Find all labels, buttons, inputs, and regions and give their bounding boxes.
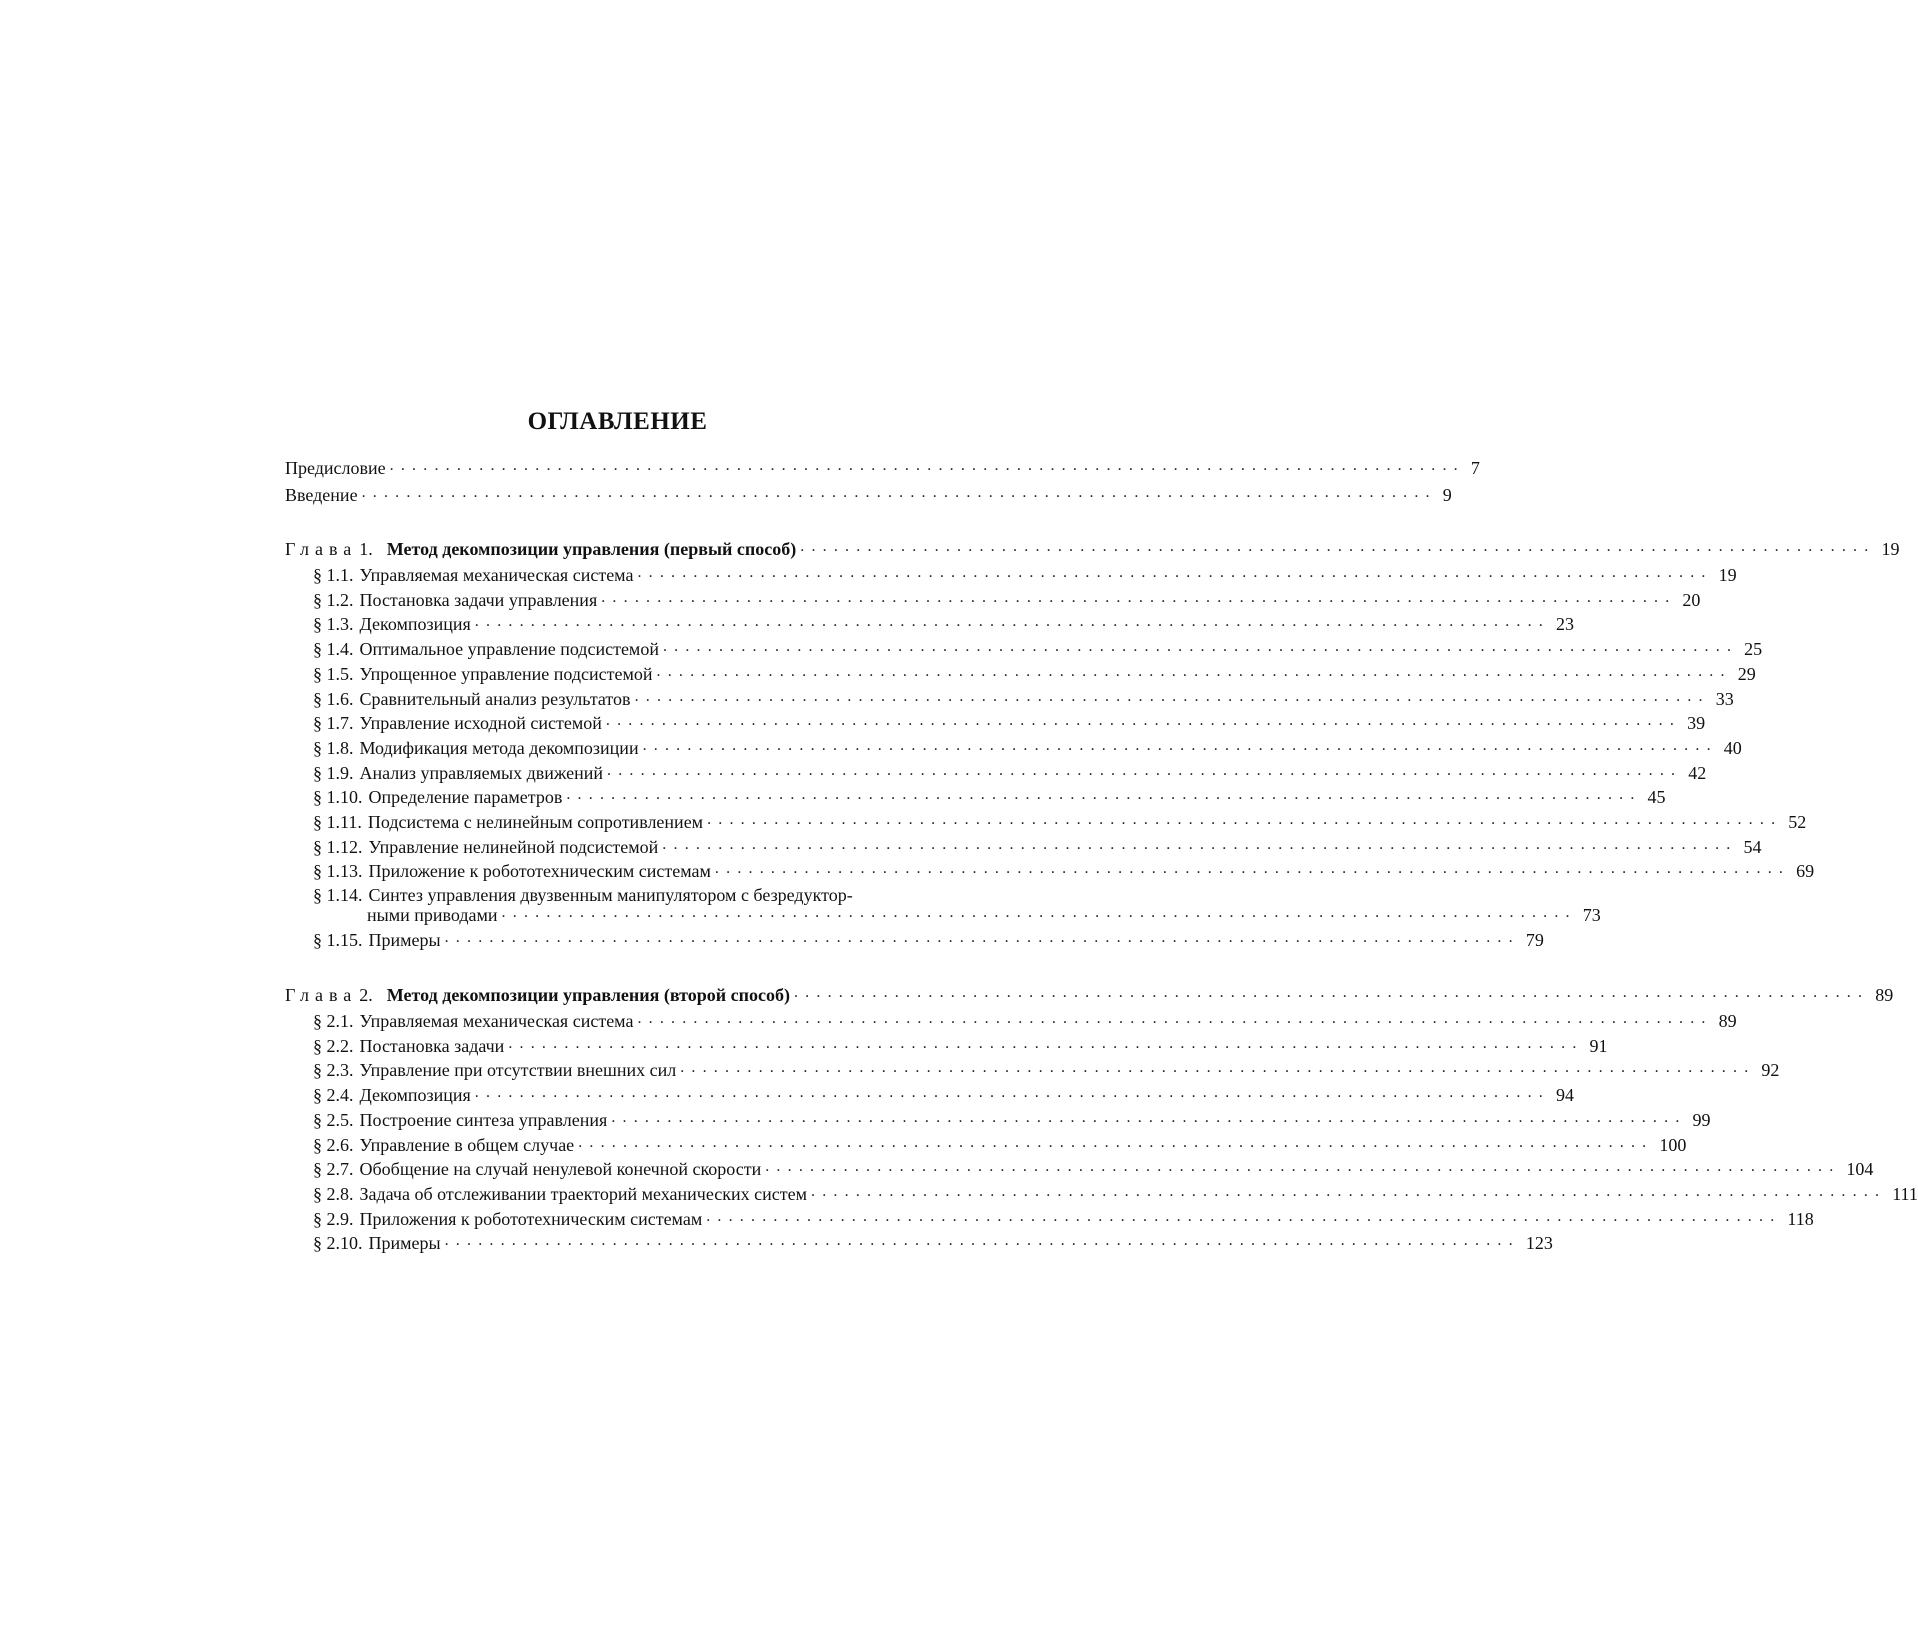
- page-number: 123: [1525, 1233, 1553, 1253]
- leader-dots: ................................................................................................: [361, 484, 1437, 501]
- page-number: 33: [1715, 689, 1734, 709]
- page-number: 79: [1525, 930, 1544, 950]
- section-number: § 1.12.: [313, 837, 363, 857]
- leader-dots: ................................................................................................: [601, 589, 1677, 606]
- section-title-line1: Синтез управления двузвенным манипулятором с безредуктор-: [368, 885, 853, 905]
- leader-dots: ................................................................................................: [662, 836, 1738, 853]
- leader-dots: ................................................................................................: [607, 762, 1683, 779]
- leader-dots: ................................................................................................: [714, 860, 1791, 877]
- leader-dots: ................................................................................................: [389, 457, 1465, 474]
- section-title: Декомпозиция: [359, 614, 471, 634]
- leader-dots: ................................................................................................: [642, 737, 1718, 754]
- section-number: § 1.7.: [313, 713, 354, 733]
- page-number: 118: [1787, 1209, 1814, 1229]
- toc-section-row[interactable]: [285, 858, 1815, 884]
- leader-dots: ................................................................................................: [656, 663, 1732, 680]
- page-number: 19: [1718, 565, 1737, 585]
- section-title: Подсистема с нелинейным сопротивлением: [367, 812, 704, 832]
- section-number: § 1.2.: [313, 590, 354, 610]
- page-number: 73: [1582, 905, 1601, 925]
- leader-dots: ................................................................................................: [637, 564, 1713, 581]
- section-title: Приложение к робототехническим системам: [368, 861, 711, 881]
- leader-dots: ................................................................................................: [444, 1232, 1520, 1249]
- page-number: 89: [1875, 985, 1894, 1005]
- chapter-word: Глава: [285, 985, 358, 1005]
- section-number: § 1.5.: [313, 664, 354, 684]
- section-number: § 1.15.: [313, 930, 363, 950]
- leader-dots: ................................................................................................: [508, 1035, 1584, 1052]
- section-title: Определение параметров: [368, 787, 563, 807]
- section-title: Сравнительный анализ результатов: [359, 689, 631, 709]
- page-number: 92: [1761, 1060, 1780, 1080]
- chapter-word: Глава: [285, 539, 358, 559]
- section-number: § 2.2.: [313, 1036, 354, 1056]
- section-title: Приложения к робототехническим системам: [359, 1209, 703, 1229]
- page-number: 23: [1556, 614, 1574, 634]
- page-number: 99: [1692, 1110, 1711, 1130]
- leader-dots: ................................................................................................: [707, 811, 1783, 828]
- section-number: § 2.4.: [313, 1085, 354, 1105]
- leader-dots: ................................................................................................: [800, 538, 1876, 555]
- section-title: Декомпозиция: [359, 1085, 471, 1105]
- section-title: Управление нелинейной подсистемой: [368, 837, 659, 857]
- section-title: Управление в общем случае: [359, 1135, 575, 1155]
- toc-entry-introduction[interactable]: [285, 482, 1452, 508]
- chapter-number: 1.: [359, 539, 373, 559]
- leader-dots: ................................................................................................: [566, 786, 1642, 803]
- section-title: Управляемая механическая система: [359, 1011, 634, 1031]
- leader-dots: ................................................................................................: [634, 688, 1710, 705]
- section-title: Задача об отслеживании траекторий механических систем: [359, 1184, 808, 1204]
- section-title: Примеры: [368, 1233, 441, 1253]
- page-number: 69: [1796, 861, 1815, 881]
- section-title: Построение синтеза управления: [359, 1110, 608, 1130]
- leader-dots: ................................................................................................: [474, 1084, 1550, 1101]
- toc-section-1-15[interactable]: [285, 927, 1544, 953]
- page-number: 19: [1881, 539, 1900, 559]
- leader-dots: ................................................................................................: [611, 1109, 1687, 1126]
- leader-dots: ................................................................................................: [662, 638, 1739, 655]
- entry-label: Введение: [285, 485, 358, 505]
- toc-section-row[interactable]: [285, 1230, 1553, 1256]
- leader-dots: ................................................................................................: [811, 1183, 1887, 1200]
- leader-dots: ................................................................................................: [444, 929, 1520, 946]
- toc-chapter-1[interactable]: [285, 536, 1900, 562]
- section-number: § 1.14.: [313, 885, 363, 905]
- section-number: § 1.10.: [313, 787, 363, 807]
- leader-dots: ................................................................................................: [706, 1208, 1782, 1225]
- leader-dots: ................................................................................................: [680, 1059, 1756, 1076]
- chapter-title: Метод декомпозиции управления (второй способ): [386, 985, 790, 1005]
- section-number: § 2.6.: [313, 1135, 354, 1155]
- page-number: 45: [1647, 787, 1666, 807]
- page-number: 54: [1743, 837, 1762, 857]
- page-number: 52: [1788, 812, 1807, 832]
- chapter-title: Метод декомпозиции управления (первый способ): [386, 539, 797, 559]
- page-number: 7: [1470, 458, 1480, 478]
- section-title: Модификация метода декомпозиции: [359, 738, 639, 758]
- section-title: Анализ управляемых движений: [359, 763, 604, 783]
- page-number: 25: [1744, 639, 1763, 659]
- section-number: § 1.3.: [313, 614, 354, 634]
- leader-dots: ................................................................................................: [578, 1134, 1654, 1151]
- leader-dots: ................................................................................................: [605, 712, 1682, 729]
- toc-entry-preface[interactable]: [285, 455, 1480, 481]
- leader-dots: ................................................................................................: [793, 984, 1870, 1001]
- leader-dots: ................................................................................................: [637, 1010, 1713, 1027]
- entry-label: Предисловие: [285, 458, 386, 478]
- section-title: Обобщение на случай ненулевой конечной скорости: [359, 1159, 762, 1179]
- section-number: § 1.1.: [313, 565, 354, 585]
- page-number: 9: [1442, 485, 1452, 505]
- section-title: Оптимальное управление подсистемой: [359, 639, 659, 659]
- page-number: 100: [1659, 1135, 1687, 1155]
- toc-chapter-2[interactable]: [285, 982, 1894, 1008]
- section-number: § 1.8.: [313, 738, 354, 758]
- page-number: 91: [1589, 1036, 1608, 1056]
- section-number: § 2.5.: [313, 1110, 354, 1130]
- leader-dots: ................................................................................................: [501, 904, 1577, 921]
- page-number: 94: [1556, 1085, 1574, 1105]
- section-number: § 2.9.: [313, 1209, 354, 1229]
- section-number: § 1.6.: [313, 689, 354, 709]
- section-number: § 2.10.: [313, 1233, 363, 1253]
- section-title: Управление при отсутствии внешних сил: [359, 1060, 677, 1080]
- page-number: 29: [1737, 664, 1756, 684]
- section-number: § 2.1.: [313, 1011, 354, 1031]
- section-title: Управляемая механическая система: [359, 565, 634, 585]
- page-number: 111: [1892, 1184, 1918, 1204]
- page-number: 39: [1687, 713, 1706, 733]
- leader-dots: ................................................................................................: [765, 1158, 1841, 1175]
- section-number: § 2.3.: [313, 1060, 354, 1080]
- section-title: Упрощенное управление подсистемой: [359, 664, 653, 684]
- section-number: § 2.7.: [313, 1159, 354, 1179]
- section-title: Постановка задачи: [359, 1036, 505, 1056]
- section-number: § 2.8.: [313, 1184, 354, 1204]
- section-number: § 1.11.: [313, 812, 362, 832]
- page-number: 104: [1846, 1159, 1874, 1179]
- section-number: § 1.13.: [313, 861, 363, 881]
- section-number: § 1.4.: [313, 639, 354, 659]
- page-title: ОГЛАВЛЕНИЕ: [527, 408, 708, 435]
- section-title-line2: ными приводами: [367, 905, 498, 925]
- leader-dots: ................................................................................................: [474, 613, 1550, 630]
- section-number: § 1.9.: [313, 763, 354, 783]
- page-number: 20: [1682, 590, 1701, 610]
- section-title: Управление исходной системой: [359, 713, 602, 733]
- chapter-number: 2.: [359, 985, 373, 1005]
- section-title: Примеры: [368, 930, 441, 950]
- page-number: 89: [1718, 1011, 1737, 1031]
- page-number: 42: [1688, 763, 1707, 783]
- section-title: Постановка задачи управления: [359, 590, 598, 610]
- page-number: 40: [1723, 738, 1742, 758]
